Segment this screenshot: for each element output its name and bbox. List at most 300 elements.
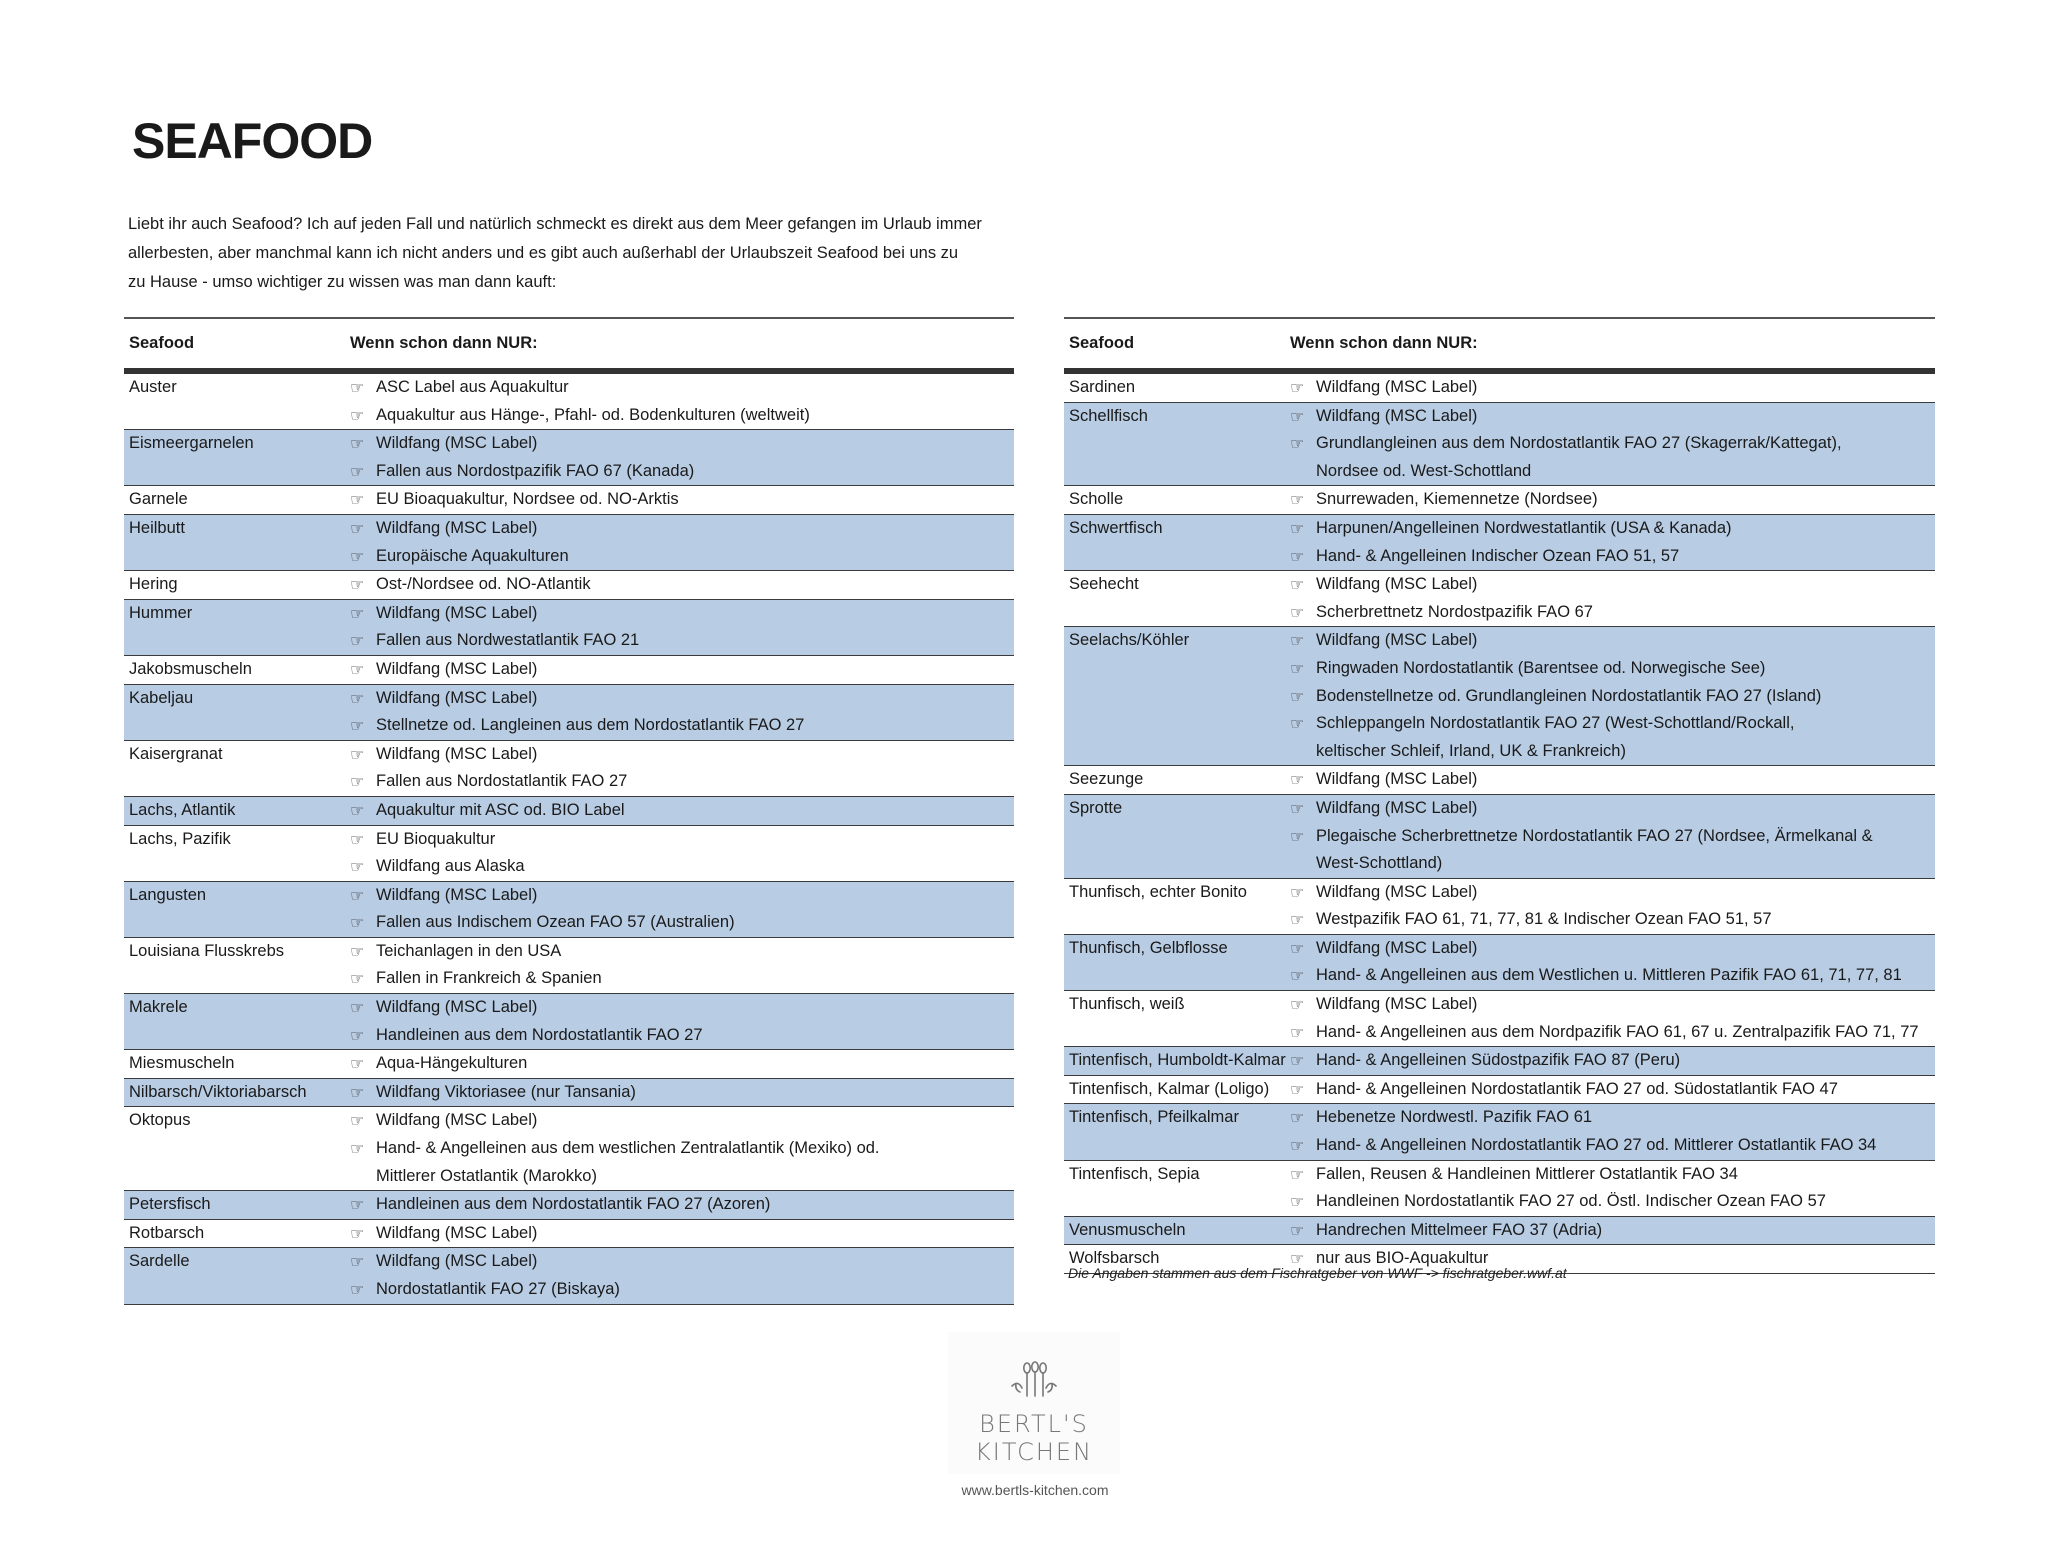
recommendation-item xyxy=(1290,991,1935,1019)
recommendation-text: Mittlerer Ostatlantik (Marokko) xyxy=(376,1166,597,1185)
recommendation-item xyxy=(350,486,1014,514)
pointing-hand-icon: ☞ xyxy=(1290,1051,1305,1071)
seafood-name: Thunfisch, echter Bonito xyxy=(1069,882,1247,901)
seafood-name: Eismeergarnelen xyxy=(129,434,254,453)
table-row xyxy=(124,374,1014,430)
recommendation-text: ASC Label aus Aquakultur xyxy=(376,378,569,396)
table-row xyxy=(1064,766,1935,795)
pointing-hand-icon: ☞ xyxy=(1290,686,1305,706)
recommendation-item xyxy=(350,627,1014,655)
pointing-hand-icon: ☞ xyxy=(350,518,365,538)
recommendation-item xyxy=(1290,599,1935,627)
recommendation-text: Hand- & Angelleinen Südostpazifik FAO 87 (Peru) xyxy=(1316,1051,1681,1070)
recommendation-text: Teichanlagen in den USA xyxy=(376,941,562,960)
recommendation-text: Wildfang (MSC Label) xyxy=(376,1252,538,1271)
recommendation-list xyxy=(1290,1161,1935,1216)
recommendation-item xyxy=(1290,1132,1935,1160)
recommendation-text: Hebenetze Nordwestl. Pazifik FAO 61 xyxy=(1316,1108,1593,1127)
recommendation-item xyxy=(1290,543,1935,571)
recommendation-item xyxy=(350,768,1014,796)
seafood-name: Kaisergranat xyxy=(129,744,223,763)
seafood-name: Sardinen xyxy=(1069,378,1136,396)
recommendation-list xyxy=(350,1050,1014,1078)
recommendation-list xyxy=(1290,795,1935,878)
pointing-hand-icon: ☞ xyxy=(1290,826,1305,846)
recommendation-text: Wildfang (MSC Label) xyxy=(376,688,538,707)
seafood-name: Langusten xyxy=(129,885,207,904)
seafood-name: Rotbarsch xyxy=(129,1223,205,1242)
source-footnote: Die Angaben stammen aus dem Fischratgeber von WWF -> fischratgeber.wwf.at xyxy=(1068,1265,1567,1281)
recommendation-item xyxy=(350,938,1014,966)
seafood-name: Kabeljau xyxy=(129,688,194,707)
recommendation-text: Wildfang (MSC Label) xyxy=(1316,575,1478,594)
pointing-hand-icon: ☞ xyxy=(350,716,365,736)
pointing-hand-icon: ☞ xyxy=(350,744,365,764)
pointing-hand-icon: ☞ xyxy=(350,941,365,961)
recommendation-text: Hand- & Angelleinen Indischer Ozean FAO 51, 57 xyxy=(1316,546,1680,565)
recommendation-item xyxy=(1290,655,1935,683)
pointing-hand-icon: ☞ xyxy=(350,688,365,708)
recommendation-text: Ost-/Nordsee od. NO-Atlantik xyxy=(376,575,591,594)
seafood-name: Seelachs/Köhler xyxy=(1069,631,1190,650)
pointing-hand-icon: ☞ xyxy=(1290,1220,1305,1240)
recommendation-list xyxy=(350,486,1014,514)
brand-logo xyxy=(948,1332,1120,1474)
table-row xyxy=(1064,1076,1935,1105)
recommendation-item xyxy=(350,853,1014,881)
recommendation-list xyxy=(350,1079,1014,1107)
recommendation-text: Fallen in Frankreich & Spanien xyxy=(376,969,602,988)
table-row xyxy=(1064,1161,1935,1217)
pointing-hand-icon: ☞ xyxy=(1290,770,1305,790)
recommendation-text: Wildfang (MSC Label) xyxy=(376,518,538,537)
recommendation-item xyxy=(350,1163,1014,1191)
pointing-hand-icon: ☞ xyxy=(1290,910,1305,930)
pointing-hand-icon: ☞ xyxy=(1290,490,1305,510)
recommendation-list xyxy=(350,797,1014,825)
recommendation-text: Hand- & Angelleinen Nordostatlantik FAO 27 od. Südostatlantik FAO 47 xyxy=(1316,1079,1838,1098)
recommendation-text: Aquakultur aus Hänge-, Pfahl- od. Bodenkulturen (weltweit) xyxy=(376,405,810,424)
seafood-name: Sardelle xyxy=(129,1252,190,1271)
pointing-hand-icon: ☞ xyxy=(350,575,365,595)
page-title: SEAFOOD xyxy=(132,113,373,169)
recommendation-item xyxy=(350,402,1014,430)
recommendation-text: Wildfang aus Alaska xyxy=(376,857,525,876)
recommendation-text: Wildfang (MSC Label) xyxy=(376,1223,538,1242)
seafood-name: Hering xyxy=(129,575,178,594)
seafood-name: Oktopus xyxy=(129,1111,191,1130)
seafood-name: Garnele xyxy=(129,490,188,509)
website-link[interactable]: www.bertls-kitchen.com xyxy=(961,1482,1109,1498)
table-row xyxy=(1064,486,1935,515)
pointing-hand-icon: ☞ xyxy=(1290,1164,1305,1184)
seafood-table-right xyxy=(1064,317,1935,1274)
header-seafood: Seafood xyxy=(129,334,195,352)
pointing-hand-icon: ☞ xyxy=(350,1111,365,1131)
table-header xyxy=(1064,319,1935,374)
table-row xyxy=(124,826,1014,882)
table-row xyxy=(1064,627,1935,766)
recommendation-text: Wildfang (MSC Label) xyxy=(1316,406,1478,425)
pointing-hand-icon: ☞ xyxy=(1290,434,1305,454)
seafood-name: Makrele xyxy=(129,998,188,1017)
logo-text: BERTL'S KITCHEN xyxy=(975,1410,1093,1466)
recommendation-item xyxy=(350,909,1014,937)
table-row xyxy=(1064,991,1935,1047)
recommendation-list xyxy=(1290,515,1935,570)
recommendation-item xyxy=(1290,1047,1935,1075)
pointing-hand-icon: ☞ xyxy=(1290,966,1305,986)
table-row xyxy=(124,882,1014,938)
recommendation-list xyxy=(1290,627,1935,765)
pointing-hand-icon: ☞ xyxy=(1290,938,1305,958)
recommendation-text: Wildfang (MSC Label) xyxy=(1316,798,1478,817)
recommendation-list xyxy=(1290,1047,1935,1075)
recommendation-list xyxy=(350,685,1014,740)
recommendation-list xyxy=(1290,486,1935,514)
pointing-hand-icon: ☞ xyxy=(350,1054,365,1074)
recommendation-text: Fallen aus Indischem Ozean FAO 57 (Australien) xyxy=(376,913,735,932)
table-row xyxy=(124,1220,1014,1249)
recommendation-text: Wildfang (MSC Label) xyxy=(1316,882,1478,901)
recommendation-list xyxy=(350,1248,1014,1303)
pointing-hand-icon: ☞ xyxy=(350,490,365,510)
recommendation-list xyxy=(350,882,1014,937)
table-row xyxy=(1064,879,1935,935)
table-row xyxy=(124,1191,1014,1220)
seafood-name: Scholle xyxy=(1069,490,1124,509)
recommendation-item xyxy=(1290,1076,1935,1104)
recommendation-list xyxy=(350,938,1014,993)
table-row xyxy=(124,571,1014,600)
recommendation-text: EU Bioquakultur xyxy=(376,829,496,848)
recommendation-list xyxy=(350,374,1014,429)
recommendation-list xyxy=(1290,1104,1935,1159)
recommendation-item xyxy=(350,882,1014,910)
table-row xyxy=(124,685,1014,741)
pointing-hand-icon: ☞ xyxy=(1290,378,1305,397)
seafood-name: Nilbarsch/Viktoriabarsch xyxy=(129,1082,307,1101)
recommendation-text: nur aus BIO-Aquakultur xyxy=(1316,1249,1489,1268)
recommendation-item xyxy=(1290,1019,1935,1047)
seafood-name: Auster xyxy=(129,378,177,396)
recommendation-text: Europäische Aquakulturen xyxy=(376,546,569,565)
recommendation-list xyxy=(350,430,1014,485)
pointing-hand-icon: ☞ xyxy=(1290,1108,1305,1128)
recommendation-text: Hand- & Angelleinen aus dem westlichen Zentralatlantik (Mexiko) od. xyxy=(376,1139,880,1158)
pointing-hand-icon: ☞ xyxy=(1290,1079,1305,1099)
recommendation-item xyxy=(350,1220,1014,1248)
pointing-hand-icon: ☞ xyxy=(1290,1249,1305,1269)
recommendation-text: Wildfang (MSC Label) xyxy=(1316,631,1478,650)
pointing-hand-icon: ☞ xyxy=(1290,1192,1305,1212)
recommendation-item xyxy=(1290,823,1935,851)
pointing-hand-icon: ☞ xyxy=(350,913,365,933)
recommendation-list xyxy=(350,1107,1014,1190)
header-seafood: Seafood xyxy=(1069,334,1135,352)
recommendation-text: Wildfang (MSC Label) xyxy=(1316,378,1478,396)
pointing-hand-icon: ☞ xyxy=(1290,798,1305,818)
recommendation-item xyxy=(1290,962,1935,990)
table-row xyxy=(1064,374,1935,403)
pointing-hand-icon: ☞ xyxy=(1290,1136,1305,1156)
pointing-hand-icon: ☞ xyxy=(1290,575,1305,595)
recommendation-text: Ringwaden Nordostatlantik (Barentsee od. Norwegische See) xyxy=(1316,658,1766,677)
recommendation-text: Snurrewaden, Kiemennetze (Nordsee) xyxy=(1316,490,1598,509)
recommendation-list xyxy=(1290,374,1935,402)
recommendation-item xyxy=(350,1248,1014,1276)
table-row xyxy=(124,486,1014,515)
seafood-name: Schwertfisch xyxy=(1069,518,1163,537)
recommendation-list xyxy=(350,741,1014,796)
seafood-name: Lachs, Atlantik xyxy=(129,800,236,819)
seafood-name: Thunfisch, Gelbflosse xyxy=(1069,938,1228,957)
pointing-hand-icon: ☞ xyxy=(1290,882,1305,902)
pointing-hand-icon xyxy=(1290,458,1316,486)
seafood-name: Seehecht xyxy=(1069,575,1139,594)
recommendation-item xyxy=(350,374,1014,402)
pointing-hand-icon xyxy=(350,1163,376,1191)
pointing-hand-icon xyxy=(1290,738,1316,766)
recommendation-text: Wildfang (MSC Label) xyxy=(376,1111,538,1130)
recommendation-item xyxy=(1290,430,1935,458)
pointing-hand-icon: ☞ xyxy=(1290,518,1305,538)
seafood-name: Schellfisch xyxy=(1069,406,1148,425)
pointing-hand-icon: ☞ xyxy=(350,800,365,820)
pointing-hand-icon: ☞ xyxy=(350,1252,365,1272)
recommendation-item xyxy=(1290,766,1935,794)
recommendation-text: Schleppangeln Nordostatlantik FAO 27 (West-Schottland/Rockall, xyxy=(1316,714,1795,733)
recommendation-item xyxy=(1290,1161,1935,1189)
seafood-name: Seezunge xyxy=(1069,770,1144,789)
table-row xyxy=(124,1050,1014,1079)
pointing-hand-icon: ☞ xyxy=(350,1280,365,1299)
table-row xyxy=(1064,403,1935,487)
recommendation-text: Stellnetze od. Langleinen aus dem Nordostatlantik FAO 27 xyxy=(376,716,805,735)
table-body xyxy=(1064,374,1935,1274)
pointing-hand-icon: ☞ xyxy=(350,969,365,989)
table-row xyxy=(124,600,1014,656)
seafood-name: Tintenfisch, Sepia xyxy=(1069,1164,1200,1183)
recommendation-list xyxy=(350,656,1014,684)
recommendation-list xyxy=(1290,879,1935,934)
recommendation-list xyxy=(350,994,1014,1049)
recommendation-item xyxy=(350,1135,1014,1163)
recommendation-list xyxy=(350,571,1014,599)
recommendation-item xyxy=(1290,906,1935,934)
recommendation-list xyxy=(1290,766,1935,794)
recommendation-item xyxy=(350,515,1014,543)
seafood-name: Hummer xyxy=(129,603,193,622)
pointing-hand-icon: ☞ xyxy=(1290,546,1305,566)
pointing-hand-icon: ☞ xyxy=(350,603,365,623)
pointing-hand-icon: ☞ xyxy=(1290,658,1305,678)
recommendation-text: Wildfang (MSC Label) xyxy=(376,603,538,622)
recommendation-item xyxy=(350,1107,1014,1135)
pointing-hand-icon: ☞ xyxy=(350,659,365,679)
recommendation-text: Wildfang (MSC Label) xyxy=(1316,938,1478,957)
recommendation-text: Fallen aus Nordostpazifik FAO 67 (Kanada) xyxy=(376,461,695,480)
seafood-name: Lachs, Pazifik xyxy=(129,829,231,848)
recommendation-item xyxy=(350,797,1014,825)
seafood-name: Sprotte xyxy=(1069,798,1123,817)
intro-line: zu Hause - umso wichtiger zu wissen was man dann kauft: xyxy=(128,273,557,291)
table-row xyxy=(1064,515,1935,571)
recommendation-text: Westpazifik FAO 61, 71, 77, 81 & Indischer Ozean FAO 51, 57 xyxy=(1316,910,1772,929)
pointing-hand-icon: ☞ xyxy=(350,461,365,481)
pointing-hand-icon: ☞ xyxy=(1290,602,1305,622)
seafood-name: Thunfisch, weiß xyxy=(1069,995,1185,1014)
pointing-hand-icon: ☞ xyxy=(350,405,365,425)
recommendation-text: Handleinen Nordostatlantik FAO 27 od. Östl. Indischer Ozean FAO 57 xyxy=(1316,1192,1826,1211)
recommendation-list xyxy=(1290,991,1935,1046)
pointing-hand-icon: ☞ xyxy=(350,1082,365,1102)
table-row xyxy=(124,515,1014,571)
recommendation-list xyxy=(1290,935,1935,990)
recommendation-text: Fallen, Reusen & Handleinen Mittlerer Ostatlantik FAO 34 xyxy=(1316,1164,1738,1183)
recommendation-item xyxy=(350,458,1014,486)
recommendation-text: West-Schottland) xyxy=(1316,854,1443,873)
recommendation-item xyxy=(1290,795,1935,823)
pointing-hand-icon: ☞ xyxy=(350,998,365,1018)
table-row xyxy=(124,1248,1014,1304)
recommendation-text: Plegaische Scherbrettnetze Nordostatlantik FAO 27 (Nordsee, Ärmelkanal & xyxy=(1316,826,1873,845)
recommendation-text: Scherbrettnetz Nordostpazifik FAO 67 xyxy=(1316,602,1593,621)
table-row xyxy=(124,1079,1014,1108)
table-row xyxy=(1064,1217,1935,1246)
pointing-hand-icon: ☞ xyxy=(350,434,365,454)
recommendation-text: Hand- & Angelleinen Nordostatlantik FAO 27 od. Mittlerer Ostatlantik FAO 34 xyxy=(1316,1136,1877,1155)
recommendation-item xyxy=(1290,1188,1935,1216)
recommendation-item xyxy=(350,712,1014,740)
pointing-hand-icon: ☞ xyxy=(350,378,365,397)
recommendation-item xyxy=(1290,627,1935,655)
table-row xyxy=(124,994,1014,1050)
seafood-name: Petersfisch xyxy=(129,1195,211,1214)
pointing-hand-icon: ☞ xyxy=(350,546,365,566)
table-row xyxy=(1064,1047,1935,1076)
recommendation-item xyxy=(350,685,1014,713)
seafood-name: Venusmuscheln xyxy=(1069,1220,1186,1239)
recommendation-item xyxy=(1290,458,1935,486)
table-header xyxy=(124,319,1014,374)
intro-paragraph xyxy=(128,210,1008,297)
recommendation-text: Grundlangleinen aus dem Nordostatlantik FAO 27 (Skagerrak/Kattegat), xyxy=(1316,434,1842,453)
recommendation-item xyxy=(1290,879,1935,907)
pointing-hand-icon: ☞ xyxy=(350,1025,365,1045)
table-row xyxy=(1064,571,1935,627)
recommendation-list xyxy=(1290,571,1935,626)
recommendation-item xyxy=(1290,738,1935,766)
recommendation-item xyxy=(1290,486,1935,514)
seafood-name: Wolfsbarsch xyxy=(1069,1249,1160,1268)
recommendation-text: Wildfang (MSC Label) xyxy=(1316,770,1478,789)
recommendation-text: Wildfang (MSC Label) xyxy=(376,434,538,453)
seafood-table-left xyxy=(124,317,1014,1305)
recommendation-text: Wildfang (MSC Label) xyxy=(376,885,538,904)
recommendation-item xyxy=(350,600,1014,628)
pointing-hand-icon: ☞ xyxy=(350,857,365,877)
recommendation-text: Wildfang Viktoriasee (nur Tansania) xyxy=(376,1082,636,1101)
recommendation-item xyxy=(1290,403,1935,431)
recommendation-item xyxy=(350,543,1014,571)
recommendation-text: Wildfang (MSC Label) xyxy=(376,744,538,763)
recommendation-text: Wildfang (MSC Label) xyxy=(376,998,538,1017)
recommendation-text: Wildfang (MSC Label) xyxy=(376,659,538,678)
pointing-hand-icon xyxy=(1290,850,1316,878)
recommendation-item xyxy=(350,741,1014,769)
pointing-hand-icon: ☞ xyxy=(350,1195,365,1215)
seafood-name: Miesmuscheln xyxy=(129,1054,235,1073)
recommendation-item xyxy=(350,571,1014,599)
recommendation-list xyxy=(350,1191,1014,1219)
recommendation-list xyxy=(350,515,1014,570)
seafood-name: Jakobsmuscheln xyxy=(129,659,252,678)
recommendation-item xyxy=(1290,850,1935,878)
recommendation-item xyxy=(350,994,1014,1022)
recommendation-text: Hand- & Angelleinen aus dem Westlichen u. Mittleren Pazifik FAO 61, 71, 77, 81 xyxy=(1316,966,1902,985)
seafood-name: Tintenfisch, Pfeilkalmar xyxy=(1069,1108,1239,1127)
recommendation-list xyxy=(350,826,1014,881)
pointing-hand-icon: ☞ xyxy=(350,1139,365,1159)
recommendation-list xyxy=(350,600,1014,655)
pointing-hand-icon: ☞ xyxy=(350,885,365,905)
recommendation-text: Handrechen Mittelmeer FAO 37 (Adria) xyxy=(1316,1220,1603,1239)
recommendation-text: Nordostatlantik FAO 27 (Biskaya) xyxy=(376,1280,620,1298)
recommendation-text: Handleinen aus dem Nordostatlantik FAO 27 (Azoren) xyxy=(376,1195,771,1214)
recommendation-item xyxy=(350,1022,1014,1050)
recommendation-text: EU Bioaquakultur, Nordsee od. NO-Arktis xyxy=(376,490,679,509)
pointing-hand-icon: ☞ xyxy=(1290,714,1305,734)
seafood-name: Tintenfisch, Kalmar (Loligo) xyxy=(1069,1079,1270,1098)
pointing-hand-icon: ☞ xyxy=(350,829,365,849)
header-recommendation: Wenn schon dann NUR: xyxy=(350,334,538,352)
recommendation-item xyxy=(1290,571,1935,599)
seafood-name: Tintenfisch, Humboldt-Kalmar xyxy=(1069,1051,1286,1070)
seafood-name: Louisiana Flusskrebs xyxy=(129,941,284,960)
table-row xyxy=(124,741,1014,797)
recommendation-item xyxy=(350,1191,1014,1219)
recommendation-text: Aquakultur mit ASC od. BIO Label xyxy=(376,800,625,819)
recommendation-item xyxy=(350,1050,1014,1078)
table-row xyxy=(1064,935,1935,991)
recommendation-text: Harpunen/Angelleinen Nordwestatlantik (USA & Kanada) xyxy=(1316,518,1732,537)
recommendation-text: keltischer Schleif, Irland, UK & Frankreich) xyxy=(1316,741,1626,760)
recommendation-item xyxy=(1290,1217,1935,1245)
kitchen-utensils-logo-icon xyxy=(1008,1360,1060,1408)
table-row xyxy=(1064,1104,1935,1160)
recommendation-item xyxy=(350,965,1014,993)
recommendation-text: Aqua-Hängekulturen xyxy=(376,1054,528,1073)
recommendation-list xyxy=(350,1220,1014,1248)
recommendation-item xyxy=(1290,1104,1935,1132)
intro-line: allerbesten, aber manchmal kann ich nicht anders und es gibt auch außerhabl der Urlaubszeit Seafood bei uns zu xyxy=(128,244,959,262)
recommendation-item xyxy=(1290,935,1935,963)
recommendation-item xyxy=(350,826,1014,854)
recommendation-text: Nordsee od. West-Schottland xyxy=(1316,461,1532,480)
pointing-hand-icon: ☞ xyxy=(1290,631,1305,651)
header-recommendation: Wenn schon dann NUR: xyxy=(1290,334,1478,352)
table-row xyxy=(1064,795,1935,879)
recommendation-text: Fallen aus Nordwestatlantik FAO 21 xyxy=(376,631,640,650)
table-body xyxy=(124,374,1014,1305)
pointing-hand-icon: ☞ xyxy=(1290,406,1305,426)
recommendation-item xyxy=(350,1079,1014,1107)
recommendation-text: Bodenstellnetze od. Grundlangleinen Nordostatlantik FAO 27 (Island) xyxy=(1316,686,1822,705)
table-row xyxy=(124,1107,1014,1191)
recommendation-list xyxy=(1290,403,1935,486)
pointing-hand-icon: ☞ xyxy=(350,772,365,792)
